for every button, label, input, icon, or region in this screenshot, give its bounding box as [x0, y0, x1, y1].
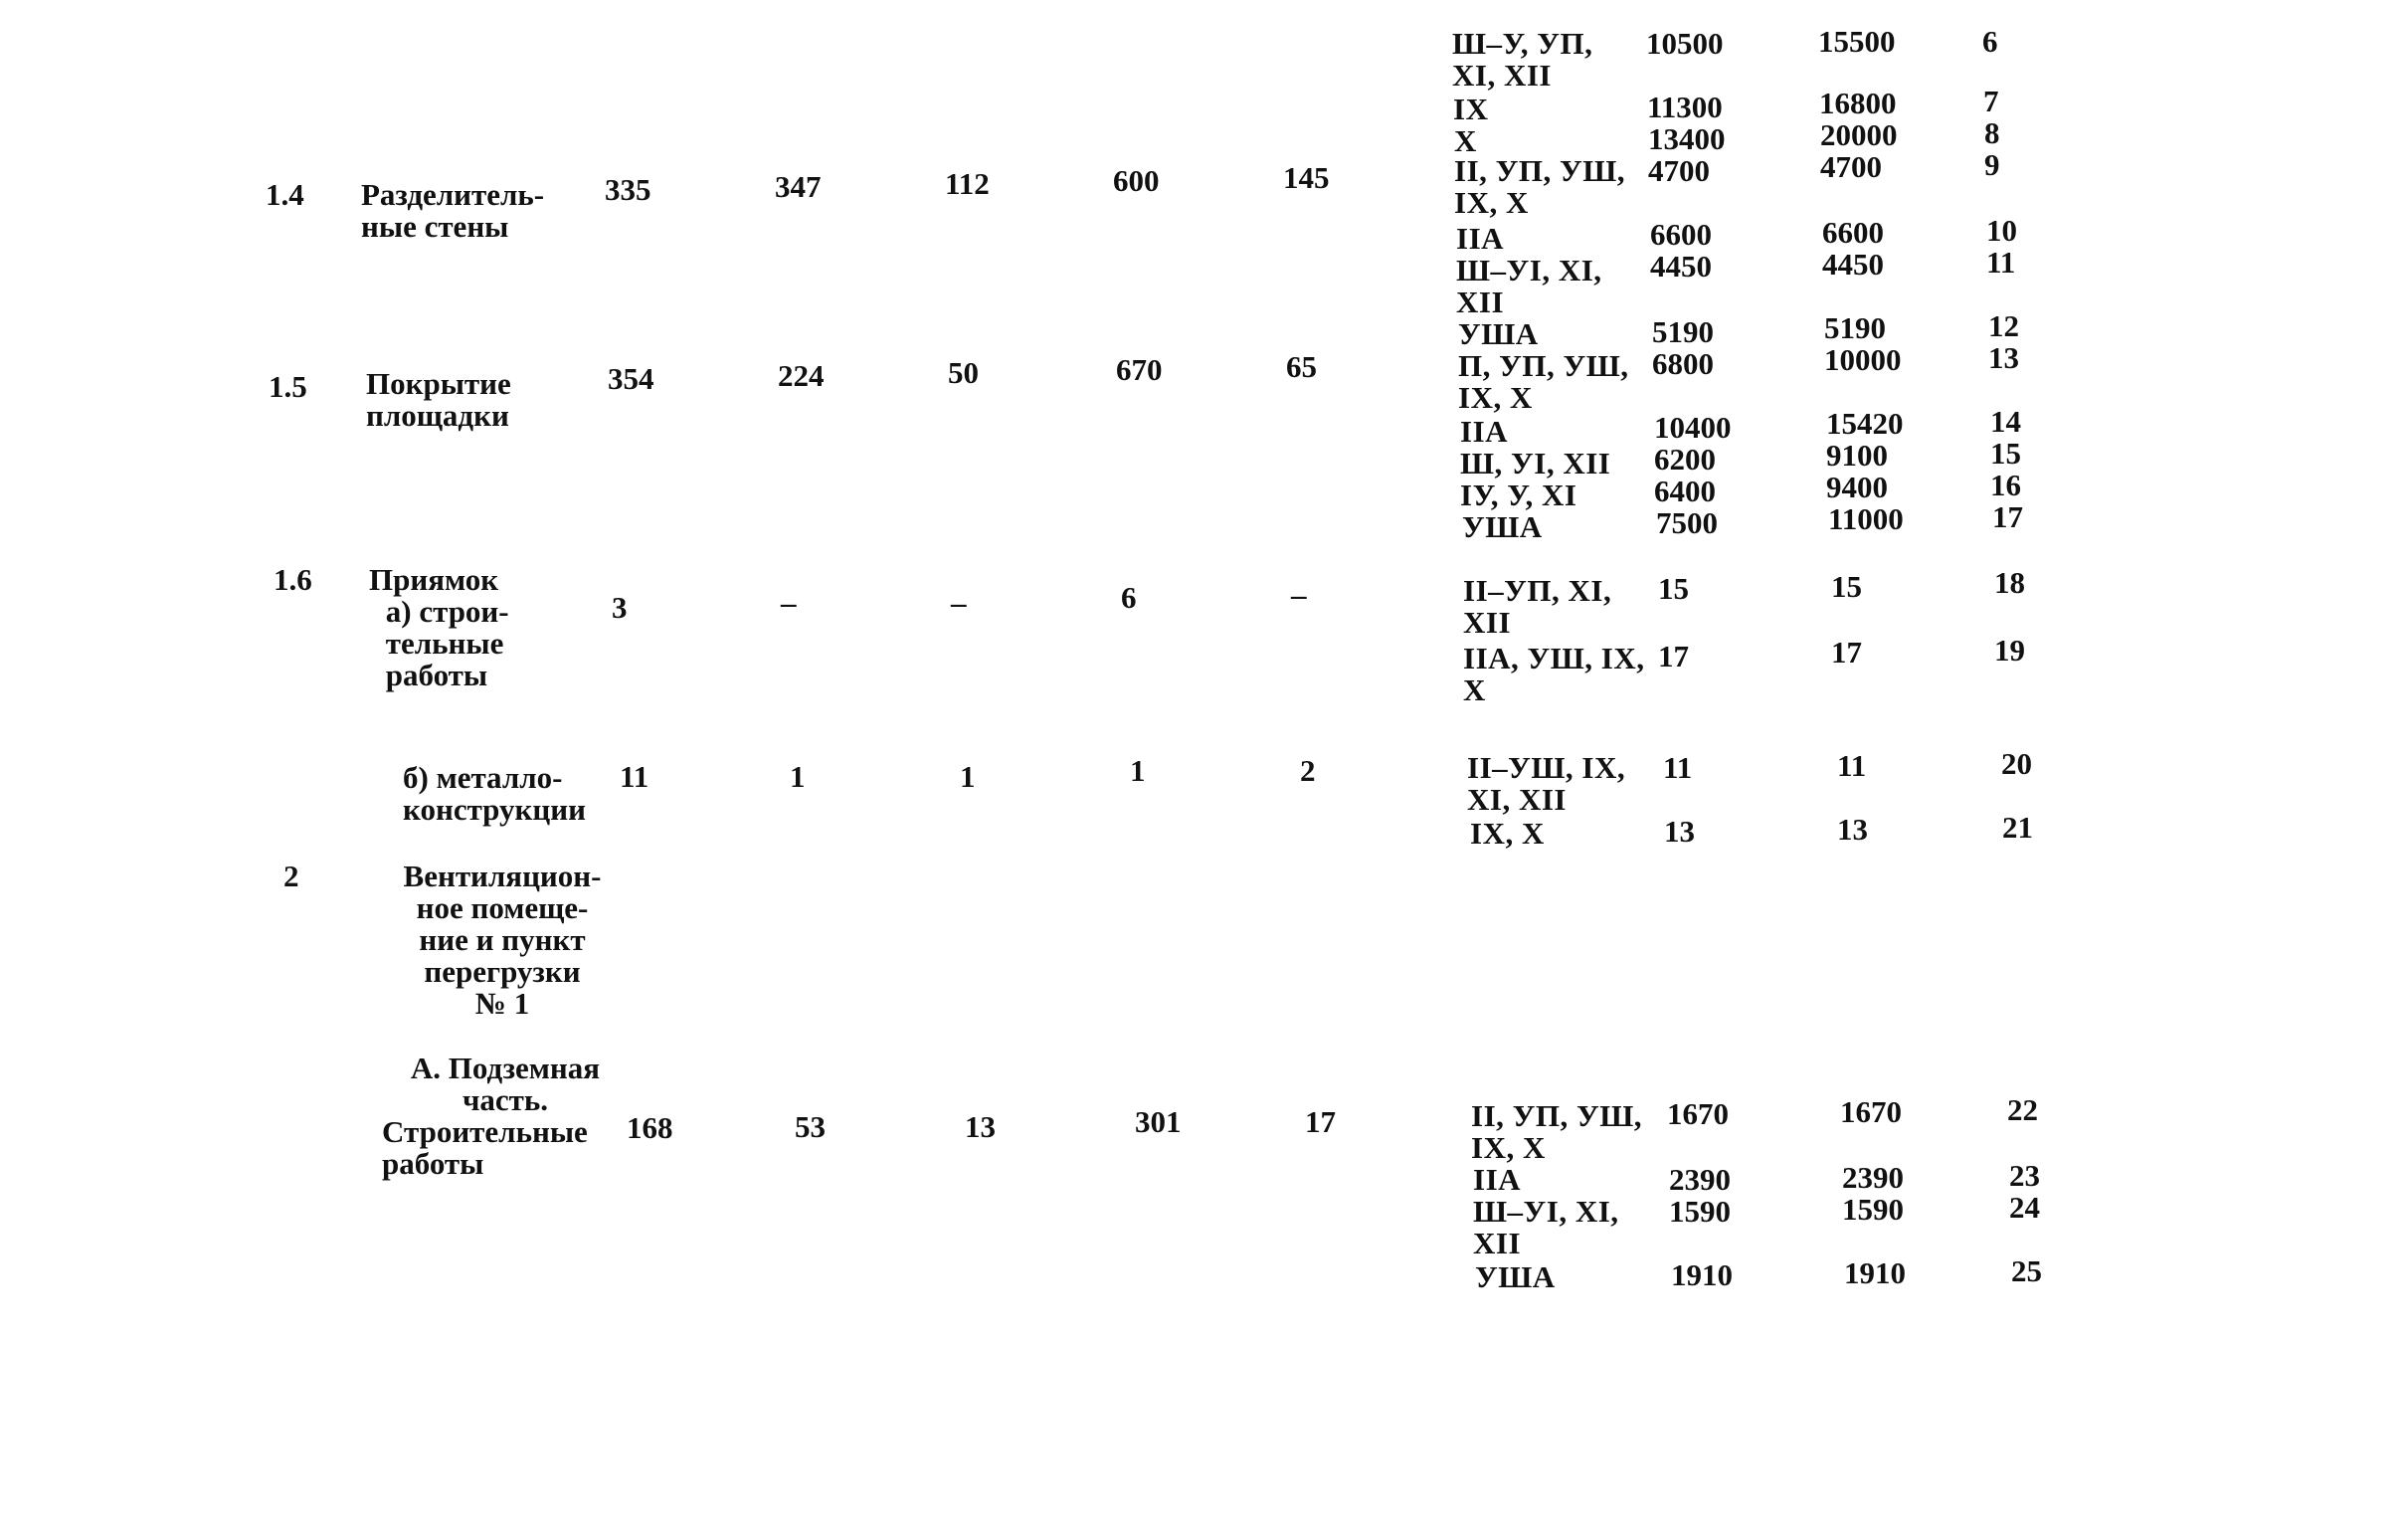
section-subitem-a: а) строи- тельные работы	[385, 594, 509, 692]
district-name: X	[1454, 123, 1477, 158]
district-name: УШA	[1462, 509, 1543, 544]
row-number: 19	[1994, 633, 2025, 668]
section-col1: 3	[612, 590, 628, 625]
section-col1: 335	[605, 172, 651, 207]
section-col2: 1	[790, 759, 806, 794]
district-value1: 15	[1658, 571, 1689, 606]
district-value1: 2390	[1669, 1162, 1731, 1197]
section-number: 1.6	[274, 562, 312, 597]
section-col3: 112	[945, 166, 990, 201]
district-value1: 5190	[1652, 314, 1714, 349]
section-col2: 224	[778, 358, 825, 393]
district-name: II–УП, XI, XII	[1463, 573, 1612, 640]
district-value1: 1670	[1667, 1096, 1729, 1131]
row-number: 15	[1990, 436, 2021, 471]
district-value1: 6400	[1654, 474, 1716, 508]
district-value2: 11000	[1828, 501, 1904, 536]
district-value1: 1590	[1669, 1194, 1731, 1229]
row-number: 16	[1990, 468, 2021, 502]
district-name: IIA, УШ, IX, X	[1463, 641, 1645, 707]
section-col2: 347	[775, 169, 822, 204]
district-name: II, УП, УШ, IX, X	[1471, 1098, 1643, 1165]
row-number: 17	[1992, 499, 2023, 534]
section-col2: –	[781, 585, 797, 620]
district-value2: 20000	[1820, 117, 1898, 152]
district-value1: 6600	[1650, 217, 1712, 252]
district-name: Ш–У, УП, XI, XII	[1452, 26, 1593, 93]
row-number: 6	[1982, 24, 1998, 59]
district-name: IX, X	[1470, 816, 1545, 851]
district-value1: 13	[1664, 814, 1695, 849]
section-col5: 2	[1300, 753, 1316, 788]
section-col5: 17	[1305, 1104, 1336, 1139]
section-col1: 168	[627, 1110, 673, 1145]
row-number: 18	[1994, 565, 2025, 600]
section-number: 1.4	[266, 177, 304, 212]
section-col4: 301	[1135, 1104, 1182, 1139]
section-col4: 1	[1130, 753, 1146, 788]
section-col3: 13	[965, 1109, 996, 1144]
section-col4: 6	[1121, 580, 1137, 615]
district-value1: 4700	[1648, 153, 1710, 188]
district-value2: 15500	[1818, 24, 1896, 59]
district-value2: 4450	[1822, 247, 1884, 282]
district-value1: 17	[1658, 639, 1689, 673]
section-col4: 600	[1113, 163, 1160, 198]
section-col3: –	[951, 585, 967, 620]
district-value1: 7500	[1656, 505, 1718, 540]
section-col5: 145	[1283, 160, 1330, 195]
district-value2: 17	[1831, 635, 1862, 670]
district-name: Ш, УI, XII	[1460, 446, 1611, 480]
section-number: 2	[283, 859, 299, 893]
district-name: IX	[1453, 92, 1489, 126]
row-number: 24	[2009, 1190, 2040, 1225]
section-name: б) металло- конструкции	[403, 760, 586, 827]
district-value2: 2390	[1842, 1160, 1904, 1195]
district-value1: 6200	[1654, 442, 1716, 477]
district-value1: 1910	[1671, 1257, 1733, 1292]
row-number: 21	[2002, 810, 2033, 845]
section-col5: –	[1291, 577, 1307, 612]
district-value1: 11300	[1647, 90, 1723, 124]
row-number: 8	[1984, 115, 2000, 150]
district-value2: 15	[1831, 569, 1862, 604]
district-value2: 1590	[1842, 1192, 1904, 1227]
section-name: Разделитель- ные стены	[361, 177, 545, 244]
section-col2: 53	[795, 1109, 826, 1144]
district-name: УШA	[1475, 1259, 1556, 1294]
section-col3: 1	[960, 759, 976, 794]
district-value2: 9100	[1826, 438, 1888, 473]
district-value1: 4450	[1650, 249, 1712, 284]
section-number: 1.5	[269, 369, 307, 404]
row-number: 7	[1983, 84, 1999, 118]
district-value2: 10000	[1824, 342, 1902, 377]
district-name: Ш–УI, XI, XII	[1456, 253, 1602, 319]
section-name: Покрытие площадки	[366, 366, 511, 433]
section-name: Приямок	[369, 562, 499, 597]
row-number: 25	[2011, 1253, 2042, 1288]
district-name: IIA	[1473, 1162, 1522, 1197]
section-col1: 354	[608, 361, 654, 396]
district-value1: 13400	[1648, 121, 1726, 156]
district-value1: 6800	[1652, 346, 1714, 381]
row-number: 10	[1986, 213, 2017, 248]
section-col1: 11	[620, 759, 649, 794]
district-name: II, УП, УШ, IX, X	[1454, 153, 1626, 220]
district-value2: 9400	[1826, 470, 1888, 504]
district-name: Ш–УI, XI, XII	[1473, 1194, 1619, 1260]
section-col3: 50	[948, 355, 979, 390]
row-number: 22	[2007, 1092, 2038, 1127]
district-value2: 13	[1837, 812, 1868, 847]
district-name: УШA	[1458, 316, 1539, 351]
district-name: IIA	[1456, 221, 1505, 256]
section-col4: 670	[1116, 352, 1163, 387]
district-value2: 1910	[1844, 1255, 1906, 1290]
district-value2: 11	[1837, 748, 1867, 783]
district-value2: 4700	[1820, 149, 1882, 184]
section-name: Строительные работы	[382, 1114, 588, 1181]
district-value2: 5190	[1824, 310, 1886, 345]
section-col5: 65	[1286, 349, 1317, 384]
subsection-heading: А. Подземная часть.	[410, 1051, 601, 1117]
district-value1: 10500	[1646, 26, 1724, 61]
district-name: II–УШ, IX, XI, XII	[1467, 750, 1626, 817]
district-value2: 6600	[1822, 215, 1884, 250]
row-number: 23	[2009, 1158, 2040, 1193]
district-value2: 1670	[1840, 1094, 1902, 1129]
row-number: 20	[2001, 746, 2032, 781]
row-number: 11	[1986, 245, 2016, 280]
district-value2: 15420	[1826, 406, 1904, 441]
row-number: 13	[1988, 340, 2019, 375]
district-name: IУ, У, XI	[1460, 478, 1577, 512]
district-name: П, УП, УШ, IX, X	[1458, 348, 1629, 415]
row-number: 9	[1984, 147, 2000, 182]
district-name: IIA	[1460, 414, 1509, 449]
district-value1: 10400	[1654, 410, 1732, 445]
row-number: 12	[1988, 308, 2019, 343]
row-number: 14	[1990, 404, 2021, 439]
section-heading: Вентиляцион- ное помеще- ние и пункт перегрузки № 1	[403, 859, 602, 1021]
district-value2: 16800	[1819, 86, 1897, 120]
district-value1: 11	[1663, 750, 1693, 785]
